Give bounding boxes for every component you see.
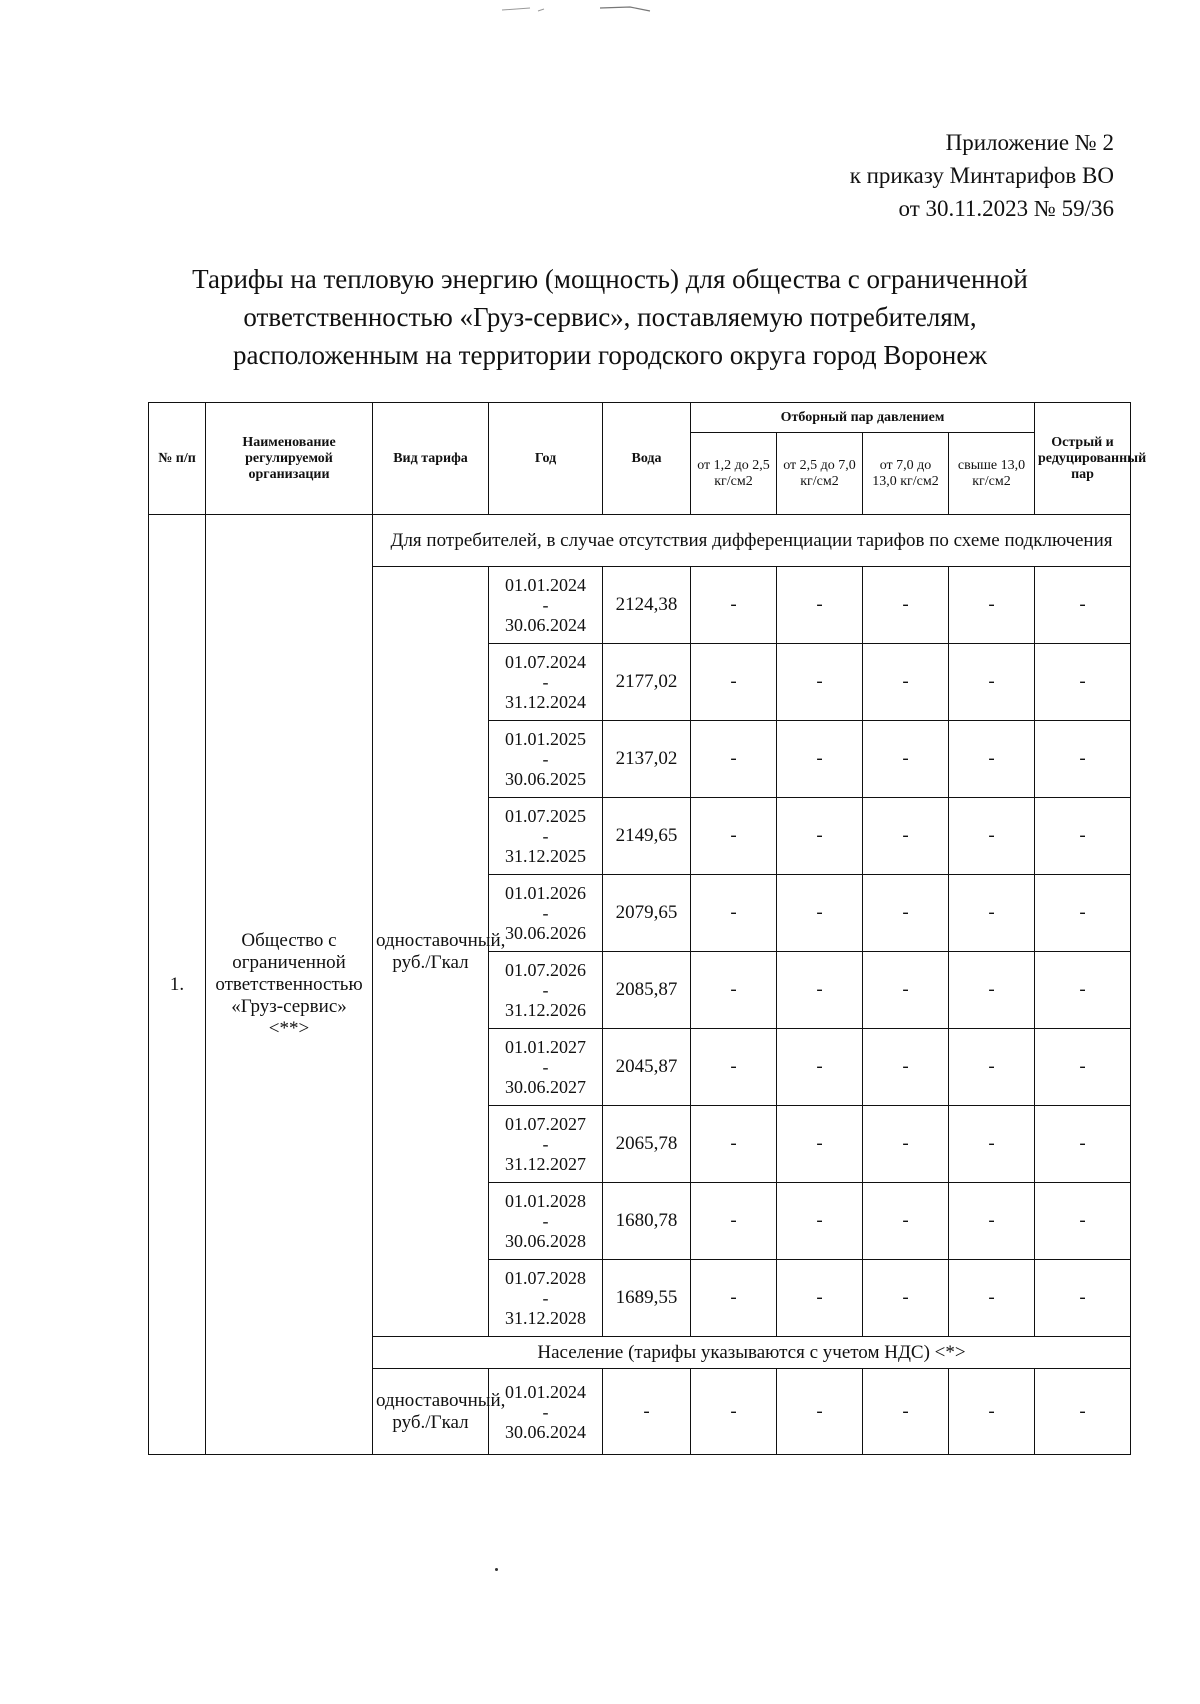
period-sep: - [542, 595, 549, 615]
period-start: 01.01.2025 [505, 729, 586, 749]
steam-value-s1: - [691, 1029, 777, 1106]
steam-value-sharp: - [1035, 1260, 1131, 1337]
row-number: 1. [149, 515, 206, 1455]
tariff-type: одноставочный, руб./Гкал [373, 567, 489, 1337]
steam-value-s1: - [691, 875, 777, 952]
steam-value-s4: - [949, 1183, 1035, 1260]
header-steam-4: свыше 13,0 кг/см2 [949, 433, 1035, 515]
steam-value-s2: - [777, 644, 863, 721]
table-body [149, 515, 1131, 1455]
steam-value-s1: - [691, 1106, 777, 1183]
period-sep: - [542, 1134, 549, 1154]
steam-value-s3: - [863, 1029, 949, 1106]
period-end: 31.12.2027 [505, 1154, 586, 1174]
period-cell [489, 1106, 603, 1183]
steam-value-s3: - [863, 1106, 949, 1183]
steam-value-s2: - [777, 567, 863, 644]
period-sep: - [542, 672, 549, 692]
title-line-1: Тарифы на тепловую энергию (мощность) для общества с ограниченной [192, 264, 1028, 294]
steam-value-s2: - [777, 1183, 863, 1260]
period-start: 01.07.2027 [505, 1114, 586, 1134]
water-value: 2137,02 [603, 721, 691, 798]
steam-value-s4: - [949, 798, 1035, 875]
steam-value-s4: - [949, 567, 1035, 644]
period-sep: - [542, 980, 549, 1000]
header-water: Вода [603, 403, 691, 515]
steam-value-sharp: - [1035, 567, 1131, 644]
table-header [149, 403, 1147, 515]
period-cell [489, 567, 603, 644]
section-row [149, 515, 1131, 567]
period-start: 01.01.2024 [505, 575, 586, 595]
steam-value-s2: - [777, 1369, 863, 1455]
water-value: 2085,87 [603, 952, 691, 1029]
period-cell [489, 1183, 603, 1260]
period-end: 30.06.2024 [505, 615, 586, 635]
section-general-consumers: Для потребителей, в случае отсутствия дифференциации тарифов по схеме подключения [373, 515, 1131, 567]
steam-value-s4: - [949, 875, 1035, 952]
period-cell [489, 1029, 603, 1106]
period-cell [489, 644, 603, 721]
period-sep: - [542, 1401, 549, 1422]
steam-value-s3: - [863, 567, 949, 644]
period-sep: - [542, 826, 549, 846]
scan-noise-mark [500, 2, 700, 16]
steam-value-s1: - [691, 1260, 777, 1337]
period-sep: - [542, 1288, 549, 1308]
steam-value-s1: - [691, 952, 777, 1029]
period-start: 01.01.2028 [505, 1191, 586, 1211]
header-sharp-steam: Острый и редуцированный пар [1035, 403, 1131, 515]
period-start: 01.01.2026 [505, 883, 586, 903]
steam-value-s1: - [691, 1183, 777, 1260]
steam-value-s3: - [863, 875, 949, 952]
period-end: 30.06.2027 [505, 1077, 586, 1097]
tariff-table [148, 402, 1147, 1455]
header-steam-1: от 1,2 до 2,5 кг/см2 [691, 433, 777, 515]
steam-value-s1: - [691, 721, 777, 798]
annex-line-1: Приложение № 2 [945, 130, 1114, 155]
period-start: 01.07.2028 [505, 1268, 586, 1288]
organization-name: Общество с ограниченной ответственностью «Груз-сервис» <**> [206, 515, 373, 1455]
period-start: 01.01.2027 [505, 1037, 586, 1057]
steam-value-s3: - [863, 1183, 949, 1260]
water-value: 2045,87 [603, 1029, 691, 1106]
period-end: 30.06.2028 [505, 1231, 586, 1251]
steam-value-s2: - [777, 875, 863, 952]
steam-value-sharp: - [1035, 1029, 1131, 1106]
steam-value-sharp: - [1035, 644, 1131, 721]
period-start: 01.07.2024 [505, 652, 586, 672]
steam-value-sharp: - [1035, 1183, 1131, 1260]
annex-line-2: к приказу Минтарифов ВО [849, 163, 1114, 188]
period-end: 31.12.2025 [505, 846, 586, 866]
period-cell [489, 1260, 603, 1337]
steam-value-s3: - [863, 721, 949, 798]
steam-value-s1: - [691, 644, 777, 721]
period-sep: - [542, 1057, 549, 1077]
steam-value-sharp: - [1035, 875, 1131, 952]
steam-value-s3: - [863, 644, 949, 721]
period-cell [489, 875, 603, 952]
water-value: 2079,65 [603, 875, 691, 952]
steam-value-sharp: - [1035, 798, 1131, 875]
water-value: - [603, 1369, 691, 1455]
steam-value-s4: - [949, 644, 1035, 721]
section-population: Население (тарифы указываются с учетом НДС) <*> [373, 1337, 1131, 1369]
period-cell [489, 798, 603, 875]
steam-value-sharp: - [1035, 1106, 1131, 1183]
period-sep: - [542, 1211, 549, 1231]
header-tariff-type: Вид тарифа [373, 403, 489, 515]
steam-value-s1: - [691, 1369, 777, 1455]
header-steam-2: от 2,5 до 7,0 кг/см2 [777, 433, 863, 515]
period-cell [489, 952, 603, 1029]
period-end: 31.12.2024 [505, 692, 586, 712]
steam-value-sharp: - [1035, 721, 1131, 798]
header-org: Наименование регулируемой организации [206, 403, 373, 515]
population-tariff-type: одноставочный, руб./Гкал [373, 1369, 489, 1455]
scan-dot [495, 1568, 498, 1571]
period-end: 30.06.2025 [505, 769, 586, 789]
steam-value-s2: - [777, 1029, 863, 1106]
annex-line-3: от 30.11.2023 № 59/36 [898, 196, 1114, 221]
period-end: 31.12.2028 [505, 1308, 586, 1328]
header-steam-3: от 7,0 до 13,0 кг/см2 [863, 433, 949, 515]
water-value: 2177,02 [603, 644, 691, 721]
steam-value-s1: - [691, 567, 777, 644]
steam-value-s4: - [949, 1369, 1035, 1455]
period-start: 01.07.2026 [505, 960, 586, 980]
steam-value-s3: - [863, 1260, 949, 1337]
title-line-3: расположенным на территории городского округа город Воронеж [232, 340, 988, 370]
period-end: 30.06.2026 [505, 923, 586, 943]
water-value: 2149,65 [603, 798, 691, 875]
steam-value-s1: - [691, 798, 777, 875]
steam-value-sharp: - [1035, 952, 1131, 1029]
header-num: № п/п [149, 403, 206, 515]
steam-value-s4: - [949, 1106, 1035, 1183]
water-value: 2065,78 [603, 1106, 691, 1183]
document-title [120, 260, 1100, 374]
steam-value-sharp: - [1035, 1369, 1131, 1455]
steam-value-s2: - [777, 721, 863, 798]
period-start: 01.01.2024 [505, 1381, 586, 1402]
steam-value-s3: - [863, 1369, 949, 1455]
steam-value-s2: - [777, 1260, 863, 1337]
header-year: Год [489, 403, 603, 515]
steam-value-s2: - [777, 1106, 863, 1183]
steam-value-s2: - [777, 798, 863, 875]
title-line-2: ответственностью «Груз-сервис», поставляемую потребителям, [243, 302, 977, 332]
period-sep: - [542, 903, 549, 923]
steam-value-s4: - [949, 952, 1035, 1029]
steam-value-s4: - [949, 1260, 1035, 1337]
annex-header [850, 126, 1114, 225]
period-start: 01.07.2025 [505, 806, 586, 826]
steam-value-s4: - [949, 721, 1035, 798]
steam-value-s2: - [777, 952, 863, 1029]
period-sep: - [542, 749, 549, 769]
water-value: 1689,55 [603, 1260, 691, 1337]
steam-value-s3: - [863, 952, 949, 1029]
period-end: 30.06.2024 [505, 1421, 586, 1442]
water-value: 1680,78 [603, 1183, 691, 1260]
water-value: 2124,38 [603, 567, 691, 644]
steam-value-s3: - [863, 798, 949, 875]
steam-value-s4: - [949, 1029, 1035, 1106]
period-cell [489, 1369, 603, 1455]
period-cell [489, 721, 603, 798]
header-steam-group: Отборный пар давлением [691, 403, 1035, 433]
period-end: 31.12.2026 [505, 1000, 586, 1020]
